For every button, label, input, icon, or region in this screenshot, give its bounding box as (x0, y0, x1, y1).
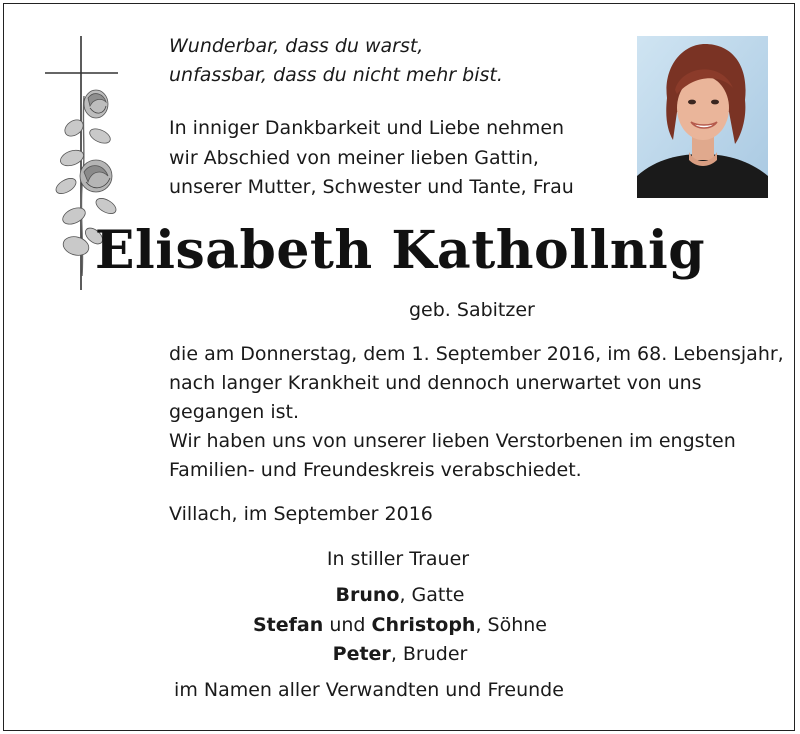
mourner-line-3 (0, 640, 800, 670)
mourner-line-1 (0, 581, 800, 611)
mourner-stefan: Stefan (253, 614, 324, 636)
mourner-line-2 (0, 611, 800, 641)
body-line-2: nach langer Krankheit und dennoch unerwartet von uns (169, 372, 702, 394)
maiden-name: geb. Sabitzer (409, 299, 535, 321)
closing-line: im Namen aller Verwandten und Freunde (174, 679, 564, 701)
mourner-sons-role: , Söhne (475, 614, 547, 636)
intro-line-1: In inniger Dankbarkeit und Liebe nehmen (169, 117, 565, 139)
intro-line-3: unserer Mutter, Schwester und Tante, Frau (169, 176, 574, 198)
verse-line-1: Wunderbar, dass du warst, (169, 35, 424, 57)
mourner-bruno-role: , Gatte (399, 584, 465, 606)
mourner-christoph: Christoph (371, 614, 476, 636)
body-line-4: Wir haben uns von unserer lieben Verstorbenen im engsten (169, 430, 736, 452)
body-line-5: Familien- und Freundeskreis verabschiedet. (169, 459, 582, 481)
mourner-und: und (323, 614, 372, 636)
mourner-peter: Peter (332, 643, 391, 665)
mourning-intro: In stiller Trauer (326, 548, 470, 570)
intro-line-2: wir Abschied von meiner lieben Gattin, (169, 147, 539, 169)
mourner-bruno: Bruno (335, 584, 400, 606)
mourner-peter-role: , Bruder (390, 643, 468, 665)
body-line-1: die am Donnerstag, dem 1. September 2016, im 68. Lebensjahr, (169, 343, 784, 365)
place-date: Villach, im September 2016 (169, 503, 433, 525)
portrait-photo (637, 36, 768, 198)
body-line-3: gegangen ist. (169, 401, 299, 423)
deceased-name: Elisabeth Kathollnig (94, 220, 706, 281)
verse-line-2: unfassbar, dass du nicht mehr bist. (169, 64, 503, 86)
